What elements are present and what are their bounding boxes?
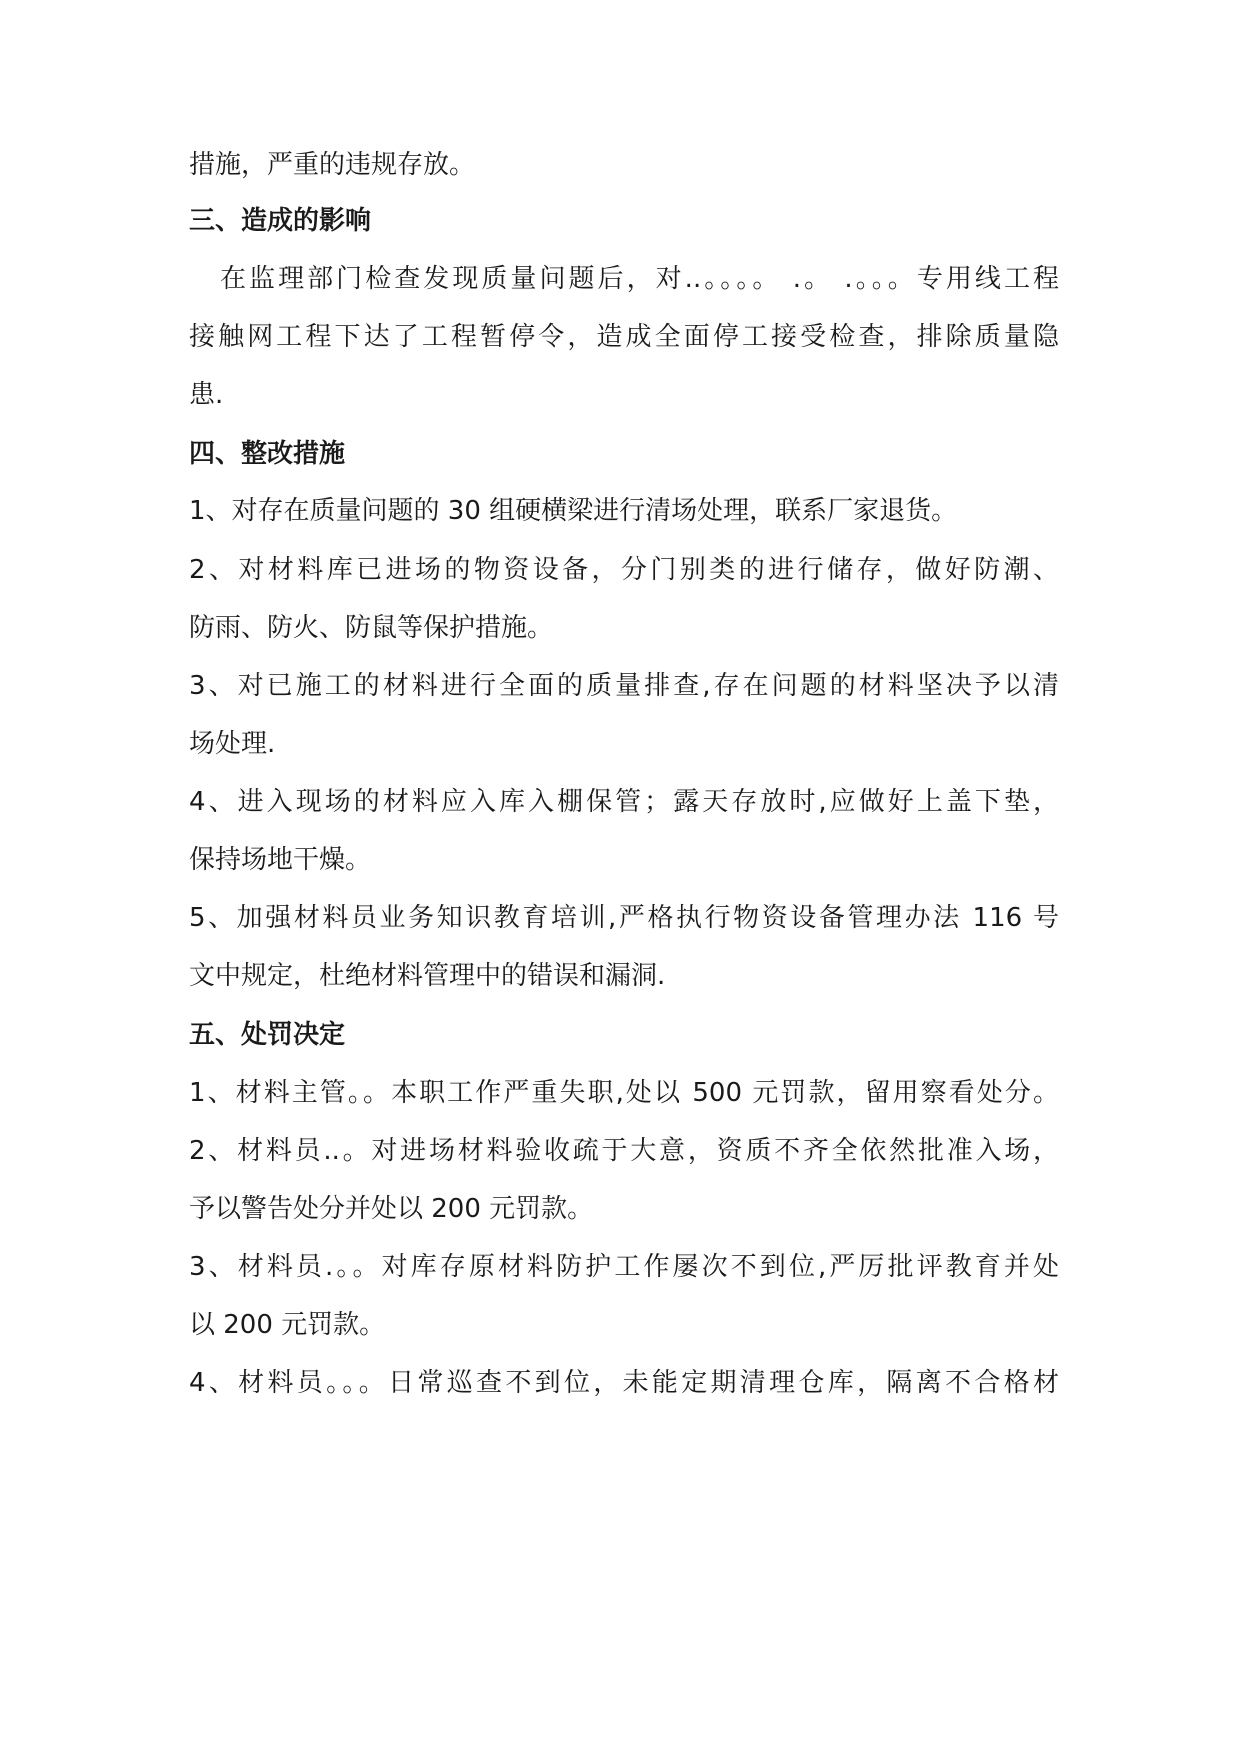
paragraph-line: 文中规定，杜绝材料管理中的错误和漏洞. [189, 961, 666, 991]
list-item: 1、对存在质量问题的 30 组硬横梁进行清场处理，联系厂家退货。 [189, 496, 958, 526]
paragraph-line: 措施，严重的违规存放。 [189, 150, 476, 180]
paragraph-line: 在监理部门检查发现质量问题后，对..。。。。 .。 .。。。专用线工程 [220, 264, 1059, 294]
paragraph-line: 保持场地干燥。 [189, 845, 372, 875]
section-heading-penalty: 五、处罚决定 [189, 1020, 346, 1050]
list-item: 2、材料员..。对进场材料验收疏于大意，资质不齐全依然批准入场， [189, 1136, 1059, 1166]
paragraph-line: 场处理. [189, 729, 276, 759]
paragraph-line: 患. [189, 380, 224, 410]
paragraph-line: 防雨、防火、防鼠等保护措施。 [189, 613, 554, 643]
section-heading-rectification: 四、整改措施 [189, 439, 346, 469]
list-item: 2、对材料库已进场的物资设备，分门别类的进行储存，做好防潮、 [189, 555, 1059, 585]
list-item: 3、材料员.。。对库存原材料防护工作屡次不到位,严厉批评教育并处 [189, 1252, 1059, 1282]
section-heading-impact: 三、造成的影响 [189, 206, 372, 236]
paragraph-line: 予以警告处分并处以 200 元罚款。 [189, 1194, 594, 1224]
list-item: 1、材料主管。。本职工作严重失职,处以 500 元罚款，留用察看处分。 [189, 1078, 1059, 1108]
paragraph-line: 接触网工程下达了工程暂停令，造成全面停工接受检查，排除质量隐 [189, 322, 1059, 352]
list-item: 5、加强材料员业务知识教育培训,严格执行物资设备管理办法 116 号 [189, 903, 1059, 933]
list-item: 4、材料员。。。日常巡查不到位，未能定期清理仓库，隔离不合格材 [189, 1368, 1059, 1398]
paragraph-line: 以 200 元罚款。 [189, 1310, 386, 1340]
list-item: 4、进入现场的材料应入库入棚保管；露天存放时,应做好上盖下垫， [189, 787, 1059, 817]
list-item: 3、对已施工的材料进行全面的质量排查,存在问题的材料坚决予以清 [189, 671, 1059, 701]
